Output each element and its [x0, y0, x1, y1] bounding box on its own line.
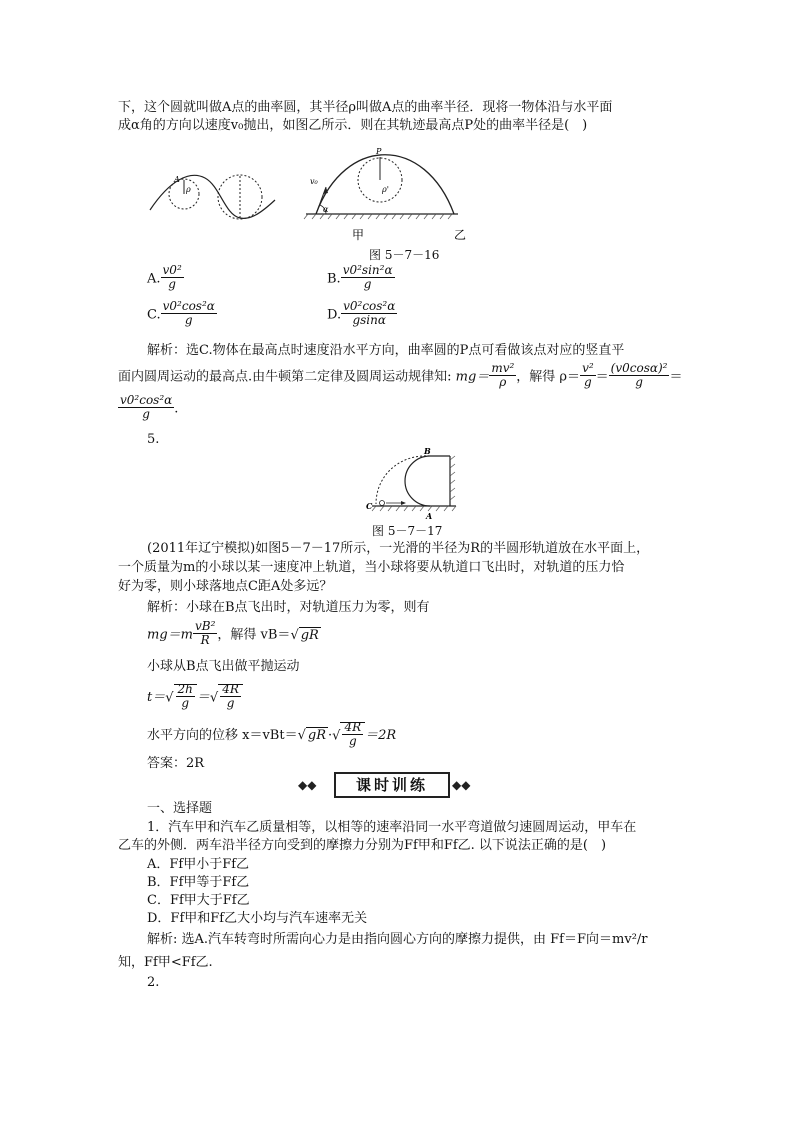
eq-frac2-den: g [584, 374, 592, 389]
eq-equals: ＝ [595, 369, 609, 385]
eq-end: ＝ [669, 369, 683, 385]
fig17-dashed-trajectory [376, 456, 430, 504]
q5-eq2-eq: ＝ [196, 690, 210, 706]
option-b-label: B. [327, 271, 341, 287]
q5-eq2-t: t＝ [147, 690, 166, 706]
yi-label-alpha: α [323, 205, 329, 214]
q5-eq1-lhs: mg＝m [147, 627, 193, 643]
q5-text-2: 小球从B点飞出做平抛运动 [147, 659, 300, 674]
label-jia: 甲 [352, 228, 365, 242]
q5-eq-2: t＝√ $\frac{2h}{g}$ ＝√ $\frac{4R}{g}$ [147, 684, 243, 711]
question-5-number: 5. [147, 432, 160, 447]
eq-line3-num: v0²cos²α [120, 393, 173, 407]
q5-eq-1: mg＝m $\frac{\text{vB²}}{R}$ ，解得 vB＝√ gR [147, 619, 319, 647]
q1-option-d: D．Ff甲和Ff乙大小均与汽车速率无关 [147, 911, 368, 926]
label-yi: 乙 [454, 228, 467, 242]
fig17-label-B: B [424, 446, 431, 456]
q5-eq1-num: vB² [194, 619, 216, 633]
figure-17-caption: 图 5－7－17 [372, 524, 443, 538]
section-subtitle: 一、选择题 [147, 801, 213, 816]
yi-label-P: P [376, 147, 382, 156]
eq-frac1-den: ρ [499, 374, 507, 389]
q5-eq-3: 水平方向的位移 x＝vBt＝√ gR ·√ $\frac{4R}{g}$ ＝2R [147, 720, 397, 748]
section-title: 课时训练 [355, 776, 428, 794]
fig17-label-A: A [426, 511, 433, 521]
q5-eq2-num2: 4R [222, 682, 239, 696]
option-c-label: C. [147, 307, 161, 323]
q1-line-1: 1．汽车甲和汽车乙质量相等，以相等的速率沿同一水平弯道做匀速圆周运动，甲车在 [147, 820, 637, 835]
option-a-denominator: g [168, 276, 176, 291]
fig17-arrow-head [401, 501, 406, 505]
fig17-ball [380, 501, 385, 506]
q5-line-2: 一个质量为m的小球以某一速度冲上轨道，当小球将要从轨道口飞出时，对轨道的压力恰 [118, 560, 625, 575]
q1-analysis-1: 解析: 选A.汽车转弯时所需向心力是由指向圆心方向的摩擦力提供，由 Ff＝F向＝mv²/r [147, 932, 648, 947]
option-a-label: A. [147, 271, 161, 287]
q1-line-2: 乙车的外侧．两车沿半径方向受到的摩擦力分别为Ff甲和Ff乙. 以下说法正确的是( ) [118, 838, 607, 853]
option-c-denominator: g [184, 312, 193, 327]
q5-eq3-sqrt: gR [307, 728, 327, 744]
banner-box [334, 772, 450, 798]
jia-label-rho: ρ [186, 185, 191, 194]
q5-line-3: 好为零，则小球落地点C距A处多远？ [118, 579, 333, 594]
banner-deco-right: ◆◆ [452, 778, 471, 792]
jia-label-A: A [174, 175, 180, 184]
q5-eq1-mid: ，解得 vB＝ [217, 627, 291, 643]
q1-option-b: B．Ff甲等于Ff乙 [147, 875, 250, 890]
q5-answer: 答案：2R [147, 756, 205, 771]
eq-solve: ，解得 ρ＝ [516, 369, 581, 385]
q5-eq2-den1: g [181, 695, 190, 710]
option-c-numerator: v0²cos²α [162, 299, 215, 313]
option-d-label: D. [327, 307, 342, 323]
eq-mg: mg＝ [455, 369, 490, 385]
q5-eq2-den2: g [226, 695, 235, 710]
q1-option-c: C．Ff甲大于Ff乙 [147, 893, 250, 908]
eq-frac2-num: v² [582, 361, 594, 375]
option-b-denominator: g [363, 276, 372, 291]
fig17-ground-hatch [372, 506, 456, 511]
q5-eq3-num: 4R [344, 720, 362, 734]
yi-label-v0: v₀ [310, 177, 318, 186]
option-d [327, 299, 397, 328]
yi-label-rho: ρ' [382, 185, 389, 194]
option-b [327, 263, 395, 292]
figure-5-7-16 [140, 140, 480, 265]
intro-line-2: 成α角的方向以速度v₀抛出，如图乙所示．则在其轨迹最高点P处的曲率半径是( ) [118, 118, 588, 133]
banner-deco-left: ◆◆ [298, 778, 317, 792]
q1-analysis-2: 知，Ff甲<Ff乙. [118, 955, 213, 970]
eq-line3-end: . [174, 401, 179, 417]
option-b-numerator: v0²sin²α [342, 263, 393, 277]
q5-eq2-num1: 2h [177, 682, 193, 696]
analysis-4-line-2 [118, 361, 683, 390]
option-d-numerator: v0²cos²α [343, 299, 396, 313]
eq-frac1-num: mv² [491, 361, 515, 375]
fig17-semicircle-track [405, 456, 430, 506]
eq-line3-den: g [142, 406, 150, 421]
option-a-numerator: v0² [162, 263, 182, 277]
q5-analysis-line-1: 解析：小球在B点飞出时，对轨道压力为零，则有 [147, 600, 430, 615]
option-a [147, 263, 184, 292]
eq-frac3-den: g [635, 374, 643, 389]
analysis-4-line-3 [118, 393, 179, 422]
option-c [147, 299, 217, 328]
q5-eq3-text: 水平方向的位移 x＝vBt＝ [147, 728, 298, 744]
fig17-wall-hatch [450, 456, 455, 500]
q1-option-a: A．Ff甲小于Ff乙 [147, 857, 250, 872]
eq-frac3-num: (v0cosα)² [610, 361, 668, 375]
q5-eq3-end: ＝2R [365, 728, 397, 744]
q5-eq3-dot: · [328, 728, 333, 744]
fig17-label-C: C [366, 501, 373, 511]
q5-eq1-sqrt: gR [300, 627, 319, 643]
q5-line-1: (2011年辽宁模拟)如图5－7－17所示，一光滑的半径为R的半圆形轨道放在水平面上， [147, 541, 650, 556]
intro-line-1: 下，这个圆就叫做A点的曲率圆，其半径ρ叫做A点的曲率半径．现将一物体沿与水平面 [118, 100, 613, 115]
analysis-4-text: 面内圆周运动的最高点.由牛顿第二定律及圆周运动规律知: [118, 369, 452, 385]
figure-5-7-17 [364, 446, 474, 526]
q5-eq3-den: g [348, 733, 357, 748]
yi-ground-hatch [304, 214, 452, 219]
analysis-4-line-1: 解析：选C.物体在最高点时速度沿水平方向，曲率圆的P点可看做该点对应的竖直平 [147, 343, 625, 358]
q5-eq1-den: R [200, 632, 210, 647]
question-2-number: 2. [147, 975, 160, 990]
section-banner [286, 772, 496, 798]
figure-16-caption: 图 5－7－16 [369, 248, 440, 262]
option-d-denominator: gsinα [352, 312, 386, 327]
